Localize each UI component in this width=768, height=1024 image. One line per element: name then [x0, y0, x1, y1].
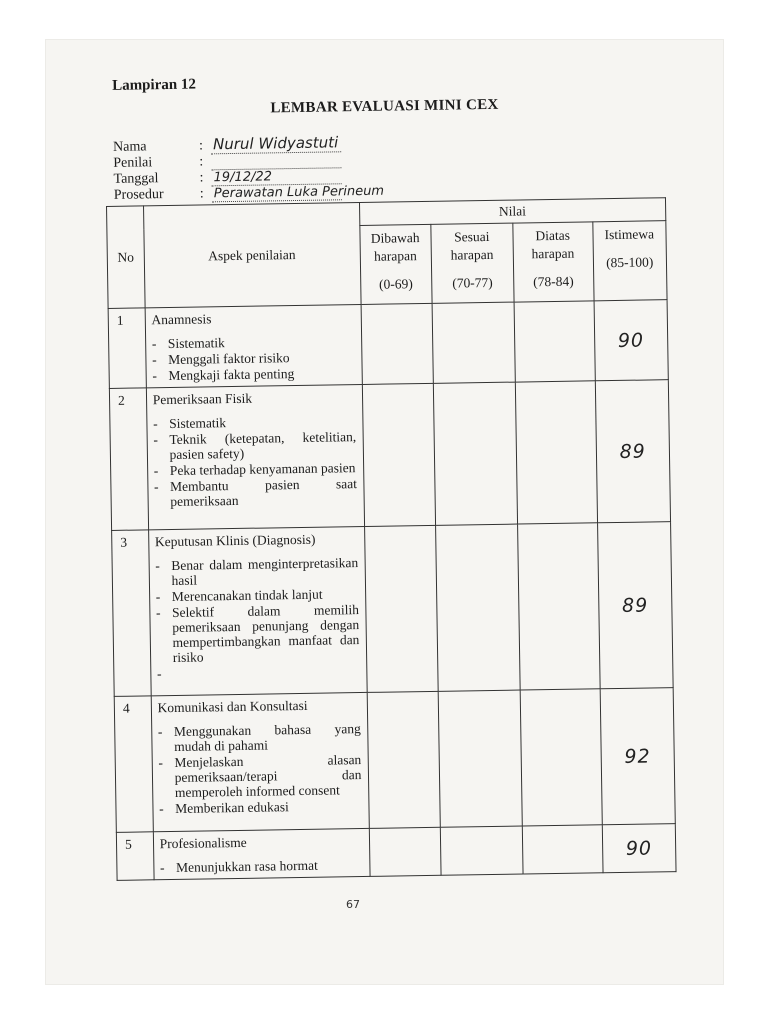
list-item: - Sistematik: [152, 333, 355, 351]
table-row: [112, 522, 674, 697]
row-number: 2: [109, 388, 148, 531]
info-label: Tanggal: [113, 171, 159, 187]
aspek-title: Pemeriksaan Fisik: [152, 390, 253, 408]
info-colon: :: [199, 154, 204, 170]
appendix-label: Lampiran 12: [111, 76, 197, 94]
row-number: 5: [116, 832, 153, 881]
aspek-cell: [145, 304, 362, 387]
score-cell-sesuai: [433, 382, 517, 525]
list-item: - Menggali faktor risiko: [152, 349, 355, 367]
header-category: [431, 223, 514, 303]
score-cell-dibawah: [361, 303, 433, 384]
handwritten-procedure: Perawatan Luka Perineum: [213, 183, 385, 202]
category-range: (85-100): [606, 254, 654, 271]
evaluation-form: [104, 69, 677, 881]
category-range: (70-77): [452, 274, 493, 291]
score-cell-sesuai: [432, 302, 515, 383]
table-row: [109, 380, 670, 531]
aspek-title: Anamnesis: [151, 311, 212, 328]
info-colon: :: [199, 186, 204, 202]
list-item: - Menjelaskan alasan pemeriksaan/terapi dan memperoleh informed consent: [158, 752, 362, 800]
aspek-cell: [153, 828, 370, 879]
score-cell-dibawah: [369, 827, 441, 876]
info-value-line: [211, 153, 341, 170]
list-item: - Peka terhadap kenyamanan pasien: [154, 460, 357, 478]
header-category: [359, 224, 431, 304]
header-aspek: Aspek penilaian: [143, 203, 360, 308]
aspek-cell: [151, 692, 369, 831]
header-category: [513, 222, 594, 302]
handwritten-score: 89: [619, 440, 646, 463]
score-cell-istimewa: [600, 688, 676, 825]
score-cell-dibawah: [362, 383, 435, 526]
score-cell-diatas: [517, 523, 599, 690]
form-title: LEMBAR EVALUASI MINI CEX: [270, 96, 499, 117]
category-label: Istimewa: [604, 226, 655, 243]
score-cell-istimewa: [602, 824, 676, 873]
score-cell-istimewa: [594, 300, 669, 381]
list-item: - Memberikan edukasi: [159, 798, 362, 816]
evaluation-table: [106, 197, 677, 881]
list-item: - Menggunakan bahasa yang mudah di pahami: [158, 721, 361, 754]
score-cell-diatas: [522, 825, 603, 874]
info-label: Penilai: [113, 155, 153, 171]
list-item: - Menunjukkan rasa hormat: [160, 857, 363, 875]
page-number: 67: [346, 898, 360, 911]
list-item: - Selektif dalam memilih pemeriksaan penunjang dengan mempertimbangkan manfaat dan risiko: [156, 602, 360, 665]
row-number: 1: [108, 308, 146, 389]
list-item: - Benar dalam menginterpretasikan hasil: [155, 555, 358, 588]
info-colon: :: [198, 138, 204, 154]
table-row: [114, 688, 675, 833]
handwritten-score: 92: [624, 744, 651, 768]
score-cell-istimewa: [597, 522, 673, 689]
handwritten-score: 90: [617, 329, 645, 352]
score-cell-diatas: [520, 689, 602, 826]
row-number: 4: [114, 696, 153, 833]
handwritten-score: 89: [621, 594, 649, 617]
info-colon: :: [199, 170, 204, 186]
info-label: Prosedur: [113, 187, 164, 203]
aspek-cell: [146, 384, 364, 529]
score-cell-dibawah: [367, 691, 440, 828]
category-label: Dibawah harapan: [370, 230, 420, 264]
list-item: - Teknik (ketepatan, ketelitian, pasien safety): [153, 429, 356, 462]
score-cell-diatas: [515, 381, 597, 524]
aspek-title: Keputusan Klinis (Diagnosis): [154, 531, 316, 550]
aspek-title: Komunikasi dan Konsultasi: [157, 697, 308, 716]
aspek-title: Profesionalisme: [159, 834, 247, 852]
row-number: 3: [112, 530, 151, 697]
category-range: (0-69): [378, 276, 413, 292]
category-range: (78-84): [533, 273, 574, 290]
score-cell-istimewa: [595, 380, 671, 523]
aspek-cell: [148, 526, 366, 695]
category-label: Sesuai harapan: [450, 228, 494, 263]
info-value-line: [212, 183, 385, 202]
handwritten-score: 90: [625, 836, 653, 860]
score-cell-dibawah: [364, 525, 438, 692]
list-item: - Mengkaji fakta penting: [152, 365, 355, 383]
score-cell-diatas: [514, 301, 595, 382]
score-cell-sesuai: [435, 524, 520, 691]
header-no: No: [107, 206, 145, 309]
list-item: - Membantu pasien saat pemeriksaan: [154, 476, 357, 509]
score-cell-sesuai: [438, 690, 522, 827]
list-item: - Sistematik: [153, 413, 356, 431]
table-row: [116, 824, 676, 881]
info-label: Nama: [112, 139, 147, 155]
handwritten-name: Nurul Widyastuti: [212, 133, 339, 154]
table-row: [108, 300, 668, 389]
list-item: - Merencanakan tindak lanjut: [156, 586, 359, 604]
handwritten-date: 19/12/22: [213, 169, 273, 186]
header-nilai: Nilai: [359, 198, 666, 226]
category-label: Diatas harapan: [531, 227, 575, 262]
score-cell-sesuai: [440, 826, 523, 875]
info-value-line: [211, 133, 341, 154]
header-category: [592, 221, 667, 301]
